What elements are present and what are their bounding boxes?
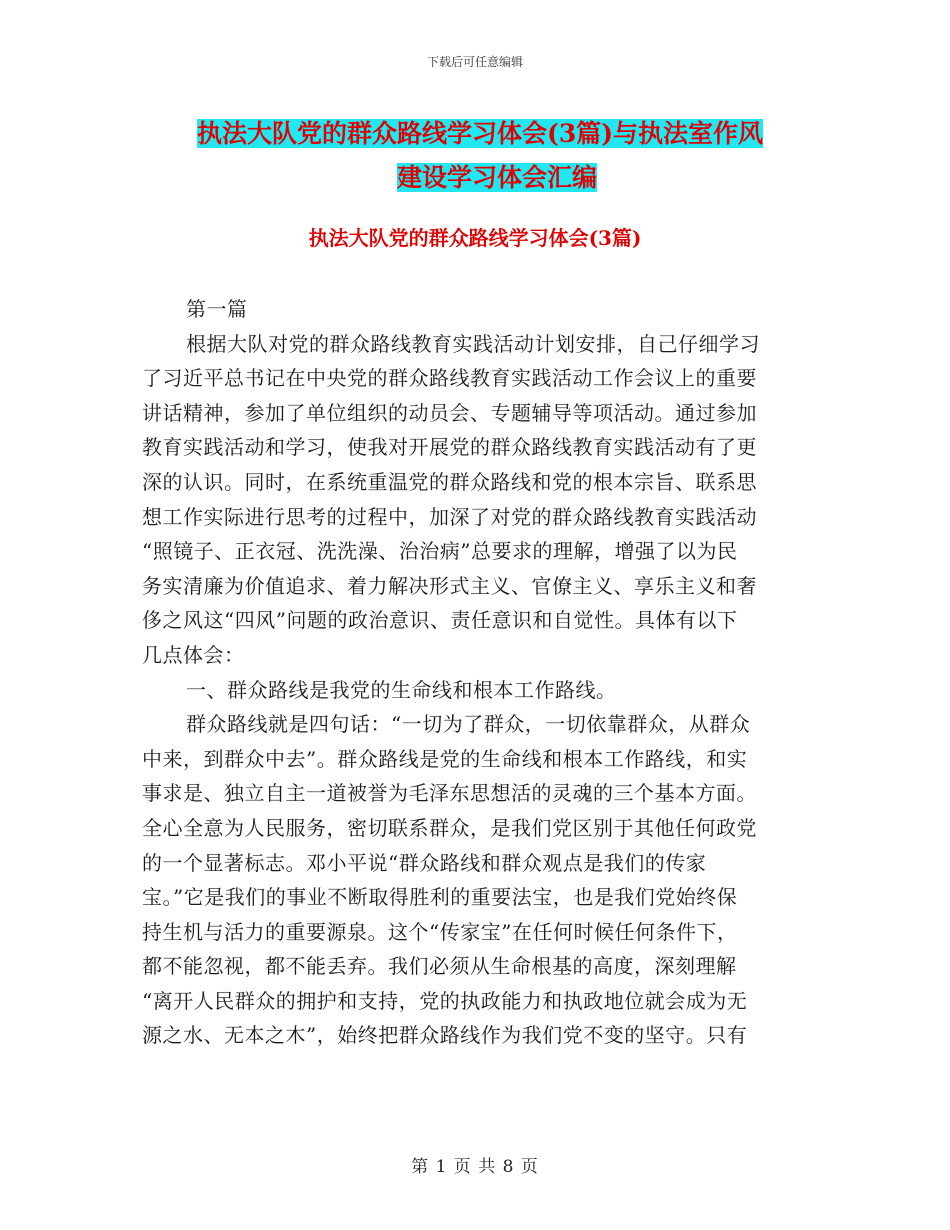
paragraph-line: 深的认识。同时，在系统重温党的群众路线和党的根本宗旨、联系思 [142, 469, 757, 494]
paragraph-line: 务实清廉为价值追求、着力解决形式主义、官僚主义、享乐主义和奢 [142, 573, 757, 598]
paragraph-line: 想工作实际进行思考的过程中，加深了对党的群众路线教育实践活动 [142, 504, 757, 529]
paragraph-line: 都不能忽视，都不能丢弃。我们必须从生命根基的高度，深刻理解 [142, 954, 737, 979]
title-line-2: 建设学习体会汇编 [397, 163, 598, 192]
paragraph-line: 事求是、独立自主一道被誉为毛泽东思想活的灵魂的三个基本方面。 [142, 781, 757, 806]
paragraph-line: “照镜子、正衣冠、洗洗澡、治治病”总要求的理解，增强了以为民 [142, 539, 738, 564]
paragraph-line: 源之水、无本之木”，始终把群众路线作为我们党不变的坚守。只有 [142, 1023, 748, 1048]
body-text [142, 292, 802, 1053]
section-title: 执法大队党的群众路线学习体会(3篇) [308, 226, 642, 250]
paragraph-line: 全心全意为人民服务，密切联系群众，是我们党区别于其他任何政党 [142, 815, 757, 840]
paragraph-line: “离开人民群众的拥护和支持，党的执政能力和执政地位就会成为无 [142, 988, 748, 1013]
paragraph-line: 几点体会： [142, 642, 245, 667]
paragraph-line: 侈之风这“四风”问题的政治意识、责任意识和自觉性。具体有以下 [142, 608, 738, 633]
paragraph-line: 持生机与活力的重要源泉。这个“传家宝”在任何时候任何条件下， [142, 919, 738, 944]
paragraph-line: 中来，到群众中去”。群众路线是党的生命线和根本工作路线，和实 [142, 746, 748, 771]
paragraph-line: 了习近平总书记在中央党的群众路线教育实践活动工作会议上的重要 [142, 366, 757, 391]
paragraph-line: 讲话精神，参加了单位组织的动员会、专题辅导等项活动。通过参加 [142, 400, 757, 425]
paragraph-line: 一、群众路线是我党的生命线和根本工作路线。 [186, 677, 617, 702]
header-note: 下载后可任意编辑 [426, 55, 523, 69]
paragraph-line: 的一个显著标志。邓小平说“群众路线和群众观点是我们的传家 [142, 850, 707, 875]
paragraph-line: 宝。”它是我们的事业不断取得胜利的重要法宝，也是我们党始终保 [142, 885, 738, 910]
paragraph-line: 根据大队对党的群众路线教育实践活动计划安排，自己仔细学习 [186, 331, 760, 356]
document-title [197, 112, 807, 200]
paragraph-line: 教育实践活动和学习，使我对开展党的群众路线教育实践活动有了更 [142, 435, 757, 460]
paragraph-line: 群众路线就是四句话：“一切为了群众，一切依靠群众，从群众 [186, 712, 751, 737]
page-footer: 第 1 页 共 8 页 [411, 1157, 539, 1177]
title-line-1: 执法大队党的群众路线学习体会(3篇)与执法室作风 [197, 119, 764, 148]
paragraph-line: 第一篇 [186, 297, 248, 321]
